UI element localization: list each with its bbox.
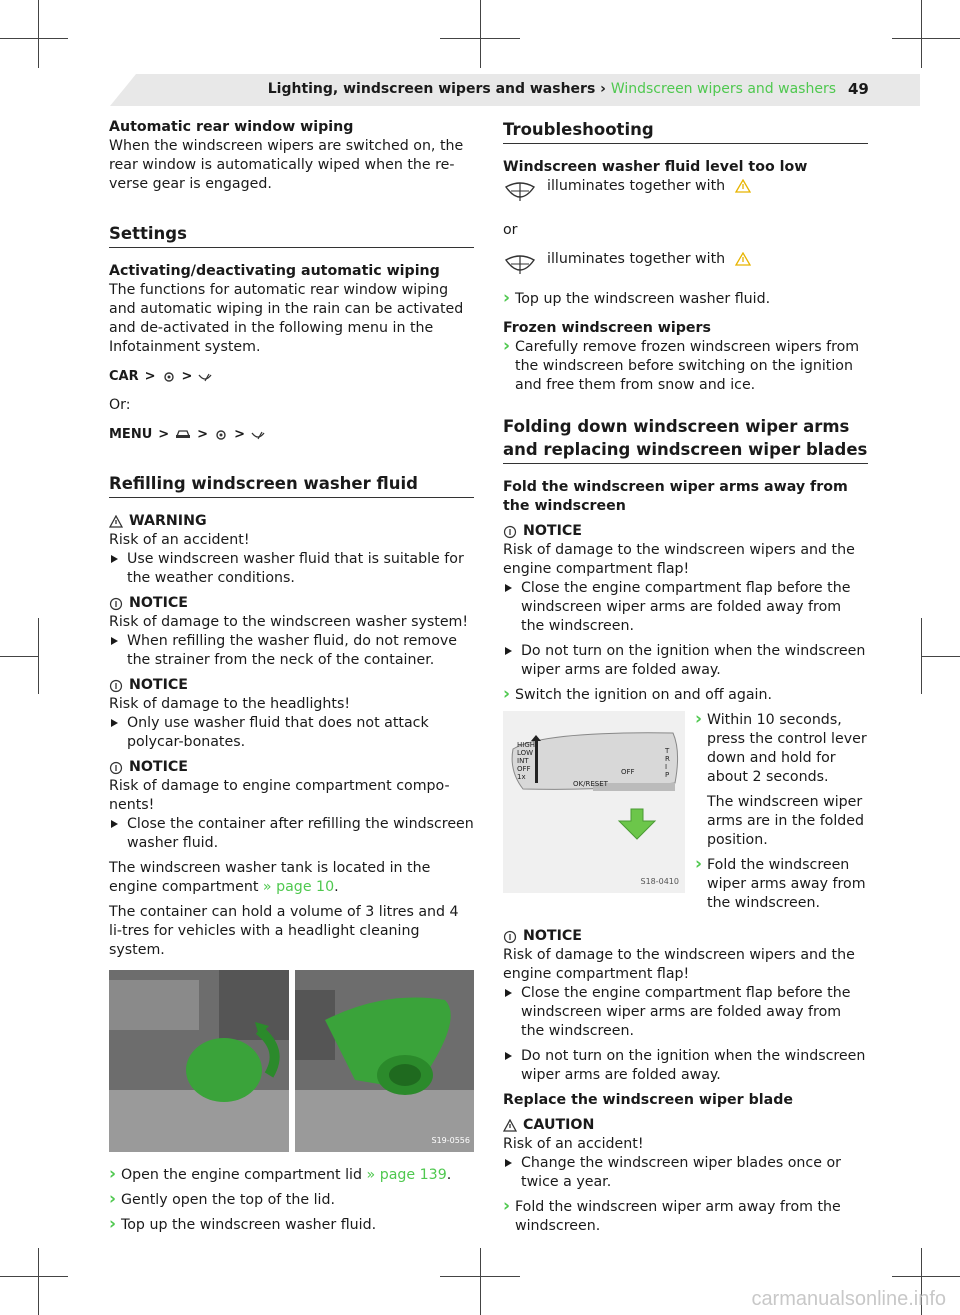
lever-off: OFF <box>621 768 635 776</box>
washer-figure <box>109 970 474 1152</box>
page-link[interactable]: » page 10 <box>262 879 335 895</box>
notice-title <box>503 522 868 541</box>
notice-title <box>503 927 868 946</box>
caution-text: Risk of an accident! <box>503 1136 644 1152</box>
notice-label: NOTICE <box>129 677 188 693</box>
notice-bullet-2: Do not turn on the ignition when the windscreen wiper arms are folded away. <box>503 642 868 680</box>
info-circle-icon <box>109 761 123 775</box>
figure-code: S19-0556 <box>431 1136 470 1145</box>
folded-position-text: The windscreen wiper arms are in the folded position. <box>707 794 865 848</box>
press-down-arrow <box>619 809 655 839</box>
engine-photo-open <box>295 970 474 1152</box>
info-circle-icon <box>109 597 123 611</box>
step-open-top: › Gently open the top of the lid. <box>109 1191 474 1210</box>
step-topup-fluid: › Top up the windscreen washer fluid. <box>503 290 868 309</box>
right-column <box>503 118 868 1236</box>
page-link[interactable]: » page 139 <box>366 1167 447 1183</box>
figure-code: S18-0410 <box>640 877 679 886</box>
page-number: 49 <box>848 80 869 98</box>
notice3-text: Risk of damage to engine compartment compo-nents! <box>109 778 450 813</box>
notice-title <box>109 676 474 695</box>
warning-text: Risk of an accident! <box>109 532 250 548</box>
lever-positions: HIGH LOW INT OFF 1x <box>517 741 536 781</box>
menu-sep: > <box>158 427 170 442</box>
washer-fluid-icon <box>503 250 537 280</box>
settings-gear-icon <box>162 370 176 384</box>
watermark: carmanualsonline.info <box>751 1288 946 1310</box>
running-header <box>268 80 836 99</box>
settings-gear-icon <box>214 428 228 442</box>
lever-ok-reset: OK/RESET <box>573 780 608 788</box>
engine-photo-closed <box>109 970 289 1152</box>
notice-bullet-1: Close the engine compartment flap before the windscreen wiper arms are folded away from the windscreen. <box>503 579 868 636</box>
notice2-bullet: Only use washer fluid that does not attack polycar-bonates. <box>109 714 474 752</box>
notice-title <box>109 758 474 777</box>
wiper-icon <box>251 429 265 441</box>
caution-title <box>503 1116 868 1135</box>
info-circle-icon <box>109 679 123 693</box>
notice-text: Risk of damage to the windscreen wipers and the engine compartment flap! <box>503 947 855 982</box>
illuminates-text: illuminates together with <box>547 251 726 267</box>
step-switch-ignition: › Switch the ignition on and off again. <box>503 686 868 705</box>
volume-text: The container can hold a volume of 3 litres and 4 li-tres for vehicles with a headlight cleaning system. <box>109 904 459 958</box>
notice-title <box>109 594 474 613</box>
menu-sep: > <box>234 427 245 442</box>
fold-title: Fold the windscreen wiper arms away from the windscreen <box>503 479 848 514</box>
header-bar-notch <box>110 74 136 106</box>
notice-label: NOTICE <box>523 928 582 944</box>
wiper-icon <box>198 371 212 383</box>
notice1-text: Risk of damage to the windscreen washer system! <box>109 614 469 630</box>
replace-title: Replace the windscreen wiper blade <box>503 1092 793 1108</box>
caution-label: CAUTION <box>523 1117 595 1133</box>
step-open-lid: › Open the engine compartment lid » page 139. <box>109 1166 474 1185</box>
section-title: Windscreen wipers and washers <box>610 81 836 97</box>
refill-heading: Refilling windscreen washer fluid <box>109 472 474 498</box>
washer-fluid-icon <box>503 177 537 207</box>
lever-figure-row <box>503 711 868 913</box>
notice-bullet-2: Do not turn on the ignition when the windscreen wiper arms are folded away. <box>503 1047 868 1085</box>
or-label: Or: <box>109 397 131 413</box>
activating-title: Activating/deactivating automatic wiping <box>109 263 440 279</box>
caution-bullet: Change the windscreen wiper blades once or twice a year. <box>503 1154 868 1192</box>
notice3-bullet: Close the container after refilling the windscreen washer fluid. <box>109 815 474 853</box>
car-key-label: CAR <box>109 369 139 384</box>
indicator-row <box>503 177 868 207</box>
info-circle-icon <box>503 525 517 539</box>
step-fold-arms: › Fold the windscreen wiper arms away from the windscreen. <box>695 856 868 913</box>
notice2-text: Risk of damage to the headlights! <box>109 696 351 712</box>
step-top-up: › Top up the windscreen washer fluid. <box>109 1216 474 1235</box>
or-text: or <box>503 222 518 238</box>
warning-triangle-icon <box>735 252 751 266</box>
notice-bullet-1: Close the engine compartment flap before the windscreen wiper arms are folded away from the windscreen. <box>503 984 868 1041</box>
lever-trip: T R I P <box>665 747 670 779</box>
left-column <box>109 118 474 1235</box>
wiper-lever-figure <box>503 711 685 893</box>
menu-key-label: MENU <box>109 427 153 442</box>
illuminates-text: illuminates together with <box>547 178 726 194</box>
notice1-bullet: When refilling the washer fluid, do not remove the strainer from the neck of the container. <box>109 632 474 670</box>
car-icon <box>175 429 191 440</box>
step-fold-arm-final: › Fold the windscreen wiper arm away from the windscreen. <box>503 1198 868 1236</box>
menu-sep: > <box>181 369 193 384</box>
warning-triangle-icon <box>109 515 123 528</box>
step-within-10-seconds: › Within 10 seconds, press the control lever down and hold for about 2 seconds. <box>695 711 868 787</box>
warning-bullet: Use windscreen washer fluid that is suitable for the weather conditions. <box>109 550 474 588</box>
activating-text: The functions for automatic rear window wiping and automatic wiping in the rain can be activated and de-activated in the following menu in the Infotainment system. <box>109 282 464 355</box>
lever-steps <box>695 711 868 913</box>
warning-triangle-icon <box>503 1119 517 1132</box>
notice-label: NOTICE <box>129 759 188 775</box>
step-frozen: › Carefully remove frozen windscreen wipers from the windscreen before switching on the ignition and free them from snow and ice. <box>503 338 868 395</box>
fluid-low-title: Windscreen washer fluid level too low <box>503 159 808 175</box>
menu-path-car <box>109 367 474 386</box>
notice-label: NOTICE <box>129 595 188 611</box>
menu-sep: > <box>144 369 156 384</box>
indicator-row <box>503 250 868 280</box>
notice-label: NOTICE <box>523 523 582 539</box>
warning-triangle-icon <box>735 179 751 193</box>
auto-rear-text: When the windscreen wipers are switched on, the rear window is automatically wiped when the re-verse gear is engaged. <box>109 138 464 192</box>
warning-label: WARNING <box>129 513 207 529</box>
warning-box-title <box>109 512 474 531</box>
breadcrumb-separator: › <box>600 81 606 97</box>
notice-text: Risk of damage to the windscreen wipers and the engine compartment flap! <box>503 542 855 577</box>
menu-sep: > <box>197 427 209 442</box>
info-circle-icon <box>503 930 517 944</box>
chapter-title: Lighting, windscreen wipers and washers <box>267 81 596 97</box>
tank-location-text: The windscreen washer tank is located in the engine compartment » page 10. <box>109 860 431 895</box>
auto-rear-title: Automatic rear window wiping <box>109 119 354 135</box>
frozen-title: Frozen windscreen wipers <box>503 320 711 336</box>
troubleshooting-heading: Troubleshooting <box>503 118 868 144</box>
menu-path-menu <box>109 425 474 444</box>
folding-heading: Folding down windscreen wiper arms and replacing windscreen wiper blades <box>503 415 868 464</box>
settings-heading: Settings <box>109 222 474 248</box>
washer-cap <box>186 1038 262 1102</box>
